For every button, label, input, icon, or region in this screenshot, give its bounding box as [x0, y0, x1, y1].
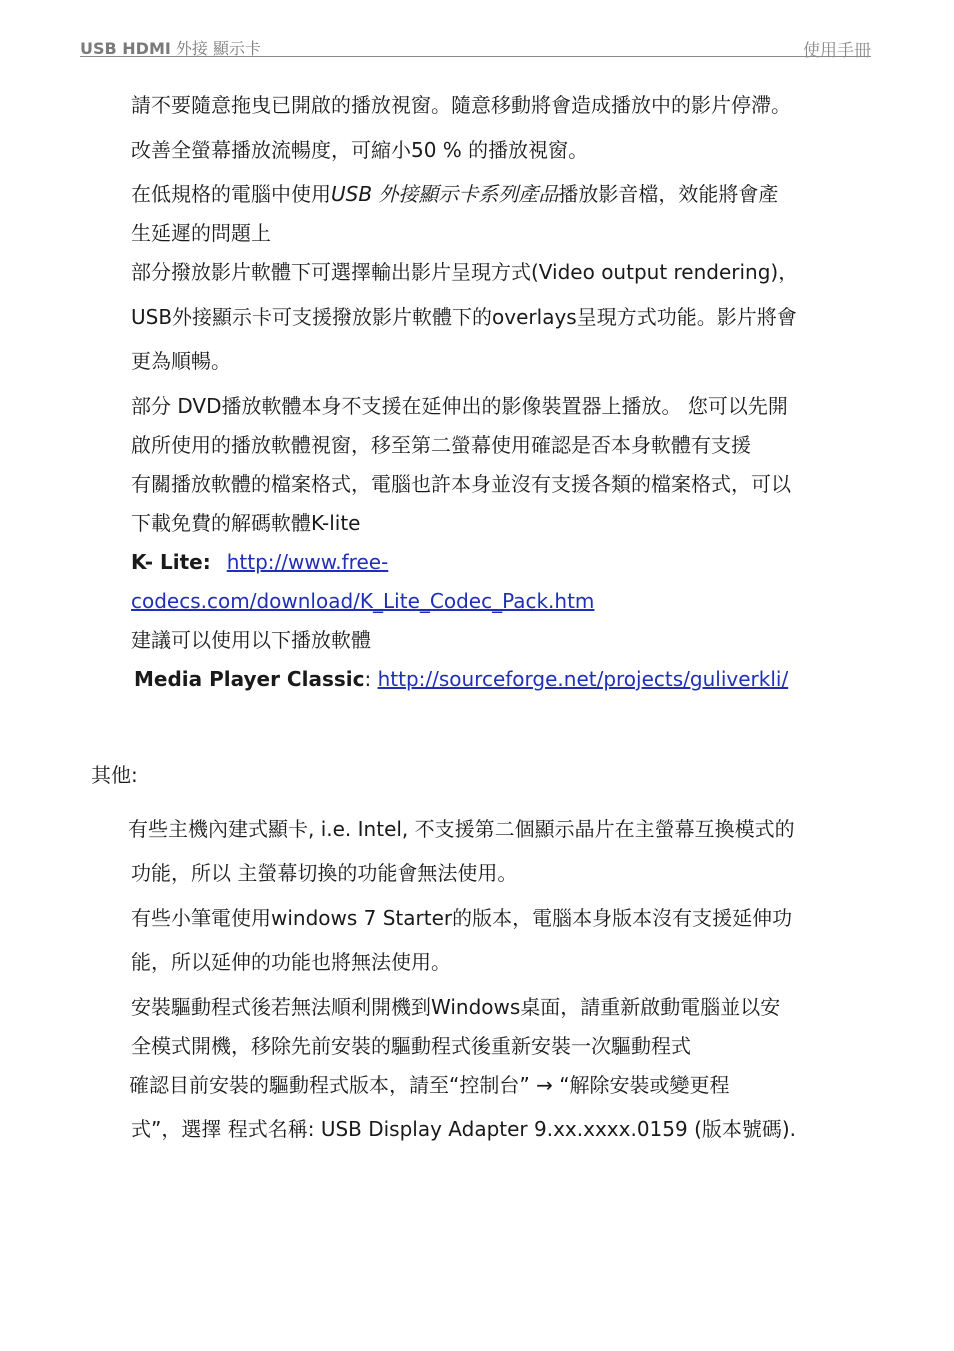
other-line-5: 安裝驅動程式後若無法順利開機到Windows桌面，請重新啟動電腦並以安 [131, 995, 781, 1019]
other-line-7: 確認目前安裝的驅動程式版本，請至“控制台” → “解除安裝或變更程 [129, 1073, 730, 1097]
mpc-link[interactable]: http://sourceforge.net/projects/guliverkli/ [377, 667, 789, 691]
tip-line-3 [131, 181, 778, 207]
other-line-1: 有些主機內建式顯卡, i.e. Intel, 不支援第二個顯示晶片在主螢幕互換模式的 [128, 817, 795, 841]
tip-line-3-product: USB 外接顯示卡系列產品 [331, 182, 559, 206]
tip-line-3-c: 播放影音檔，效能將會產 [558, 182, 779, 206]
tip-line-14: 建議可以使用以下播放軟體 [131, 628, 371, 652]
tip-line-8: 部分 DVD播放軟體本身不支援在延伸出的影像裝置器上播放。 您可以先開 [131, 394, 788, 418]
tip-line-6: USB外接顯示卡可支援撥放影片軟體下的overlays呈現方式功能。影片將會 [131, 305, 797, 329]
mpc-label: Media Player Classic [134, 667, 365, 691]
mpc-colon: : [364, 667, 378, 691]
other-heading: 其他: [91, 763, 138, 787]
tip-line-5: 部分撥放影片軟體下可選擇輸出影片呈現方式(Video output rendering)， [131, 260, 799, 284]
klite-link-part1[interactable]: http://www.free- [226, 550, 389, 574]
tip-line-4: 生延遲的問題上 [131, 221, 271, 245]
header-manual-label: 使用手冊 [803, 41, 871, 61]
other-line-3: 有些小筆電使用windows 7 Starter的版本，電腦本身版本沒有支援延伸功 [131, 906, 793, 930]
tip-line-7: 更為順暢。 [131, 349, 231, 373]
klite-label: K- Lite: [131, 550, 211, 574]
page-header [80, 34, 871, 61]
other-line-2: 功能，所以 主螢幕切換的功能會無法使用。 [131, 861, 518, 885]
tip-line-1: 請不要隨意拖曳已開啟的播放視窗。隨意移動將會造成播放中的影片停滯。 [131, 93, 791, 117]
mpc-line [134, 666, 788, 692]
header-title [80, 36, 261, 59]
other-line-4: 能，所以延伸的功能也將無法使用。 [131, 950, 451, 974]
header-title-bold: USB HDMI [80, 39, 171, 58]
klite-link-part2[interactable]: codecs.com/download/K_Lite_Codec_Pack.htm [131, 589, 595, 613]
tip-line-2: 改善全螢幕播放流暢度，可縮小50 % 的播放視窗。 [131, 138, 589, 162]
header-title-rest: 外接 顯示卡 [170, 39, 262, 58]
other-line-8: 式”，選擇 程式名稱: USB Display Adapter 9.xx.xxxx.0159 (版本號碼). [131, 1117, 797, 1141]
tip-line-3-a: 在低規格的電腦中使用 [131, 182, 331, 206]
tip-line-11: 下載免費的解碼軟體K-lite [131, 511, 361, 535]
klite-line [131, 549, 388, 575]
tip-line-10: 有關播放軟體的檔案格式，電腦也許本身並沒有支援各類的檔案格式，可以 [131, 472, 791, 496]
klite-link-line-2 [131, 588, 594, 614]
other-line-6: 全模式開機，移除先前安裝的驅動程式後重新安裝一次驅動程式 [131, 1034, 691, 1058]
tip-line-9: 啟所使用的播放軟體視窗，移至第二螢幕使用確認是否本身軟體有支援 [131, 433, 751, 457]
